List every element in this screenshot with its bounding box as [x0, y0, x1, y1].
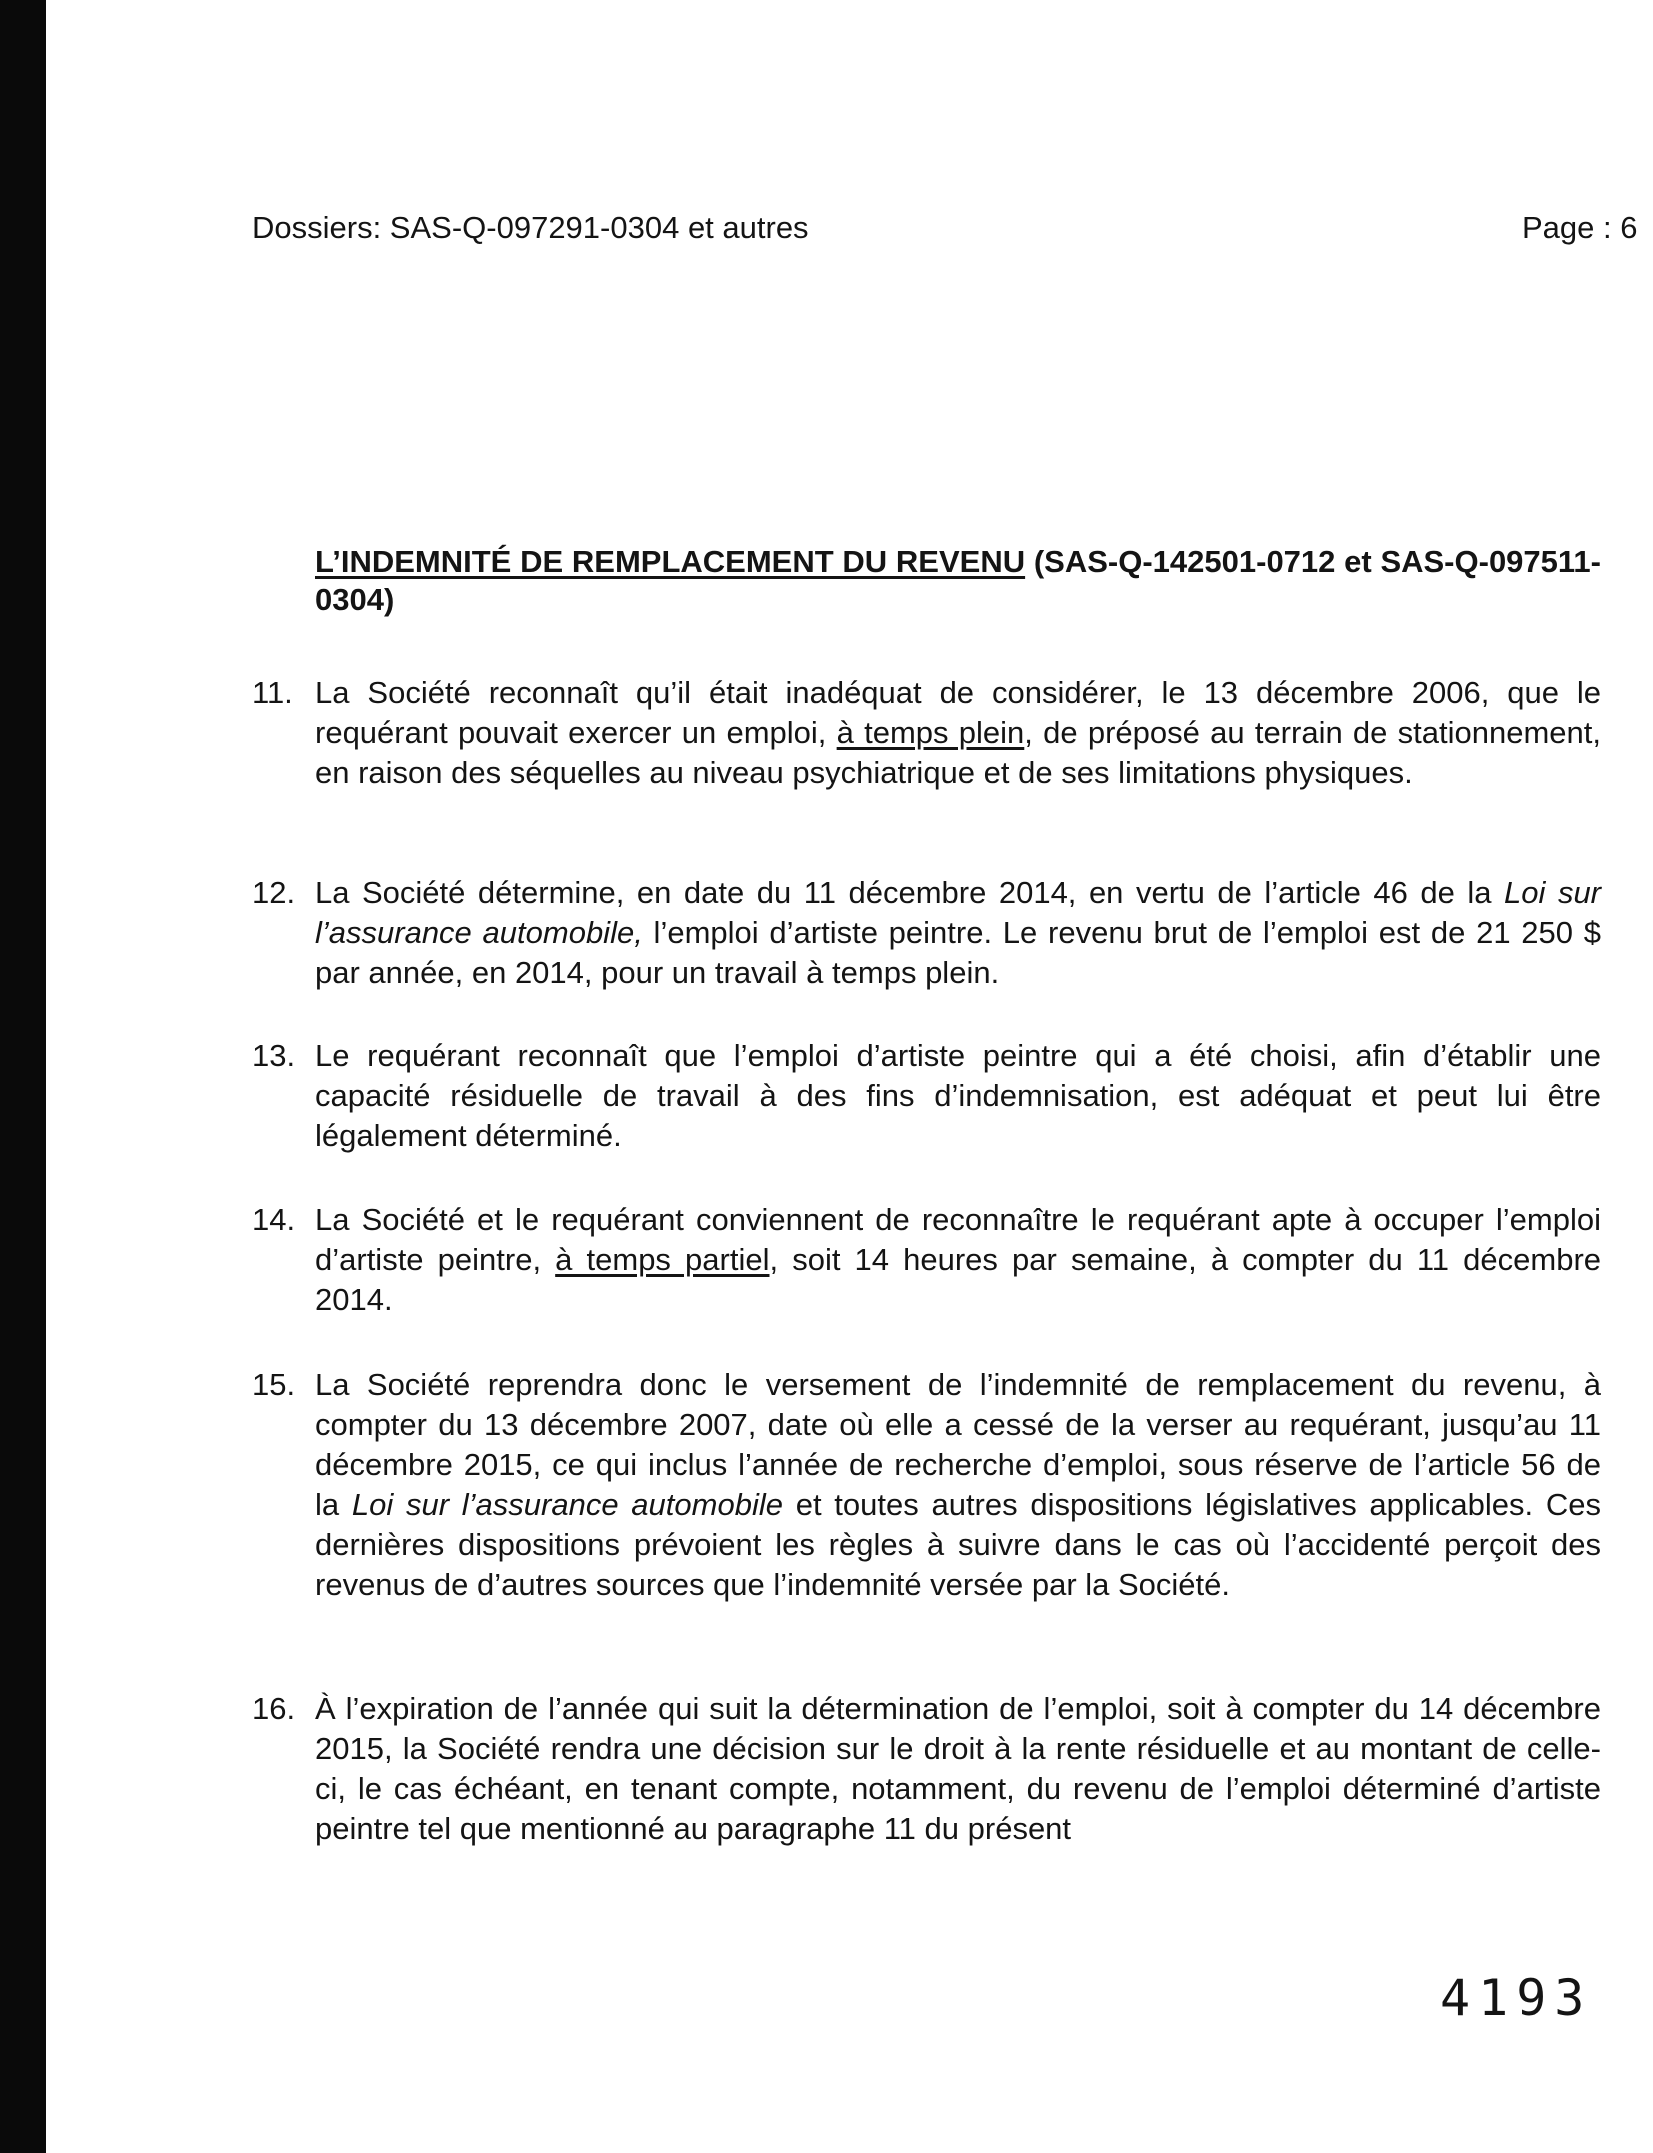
paragraph-underlined-text: à temps partiel	[555, 1242, 770, 1277]
paragraph-number: 15.	[252, 1367, 296, 1402]
paragraph-text	[315, 1200, 1601, 1320]
paragraph-13	[252, 1036, 1601, 1156]
page-number: Page : 6	[1522, 210, 1638, 245]
paragraph-text-part: La Société reprendra donc le versement de l’indemnité de remplacement du revenu, à compter du 13 décembre 2007, date où elle a cessé de la verser au requérant, jusqu’au 11 décembre 2015, ce qui inclus l’année de recherche d’emploi, sous réserve de l’article 56 de la	[315, 1367, 1601, 1522]
section-heading-dossiers: (SAS-Q-142501-0712 et SAS-Q-097511-0304)	[315, 544, 1601, 617]
section-heading	[315, 543, 1601, 619]
scan-border	[0, 0, 46, 2153]
paragraph-text-part: l’emploi d’artiste peintre. Le revenu brut de l’emploi est de 21 250 $ par année, en 2014, pour un travail à temps plein.	[315, 915, 1601, 990]
paragraph-italic-text: Loi sur l’assurance automobile	[351, 1487, 783, 1522]
paragraph-text	[315, 673, 1601, 793]
paragraph-text	[315, 1365, 1601, 1605]
paragraph-14	[252, 1200, 1601, 1320]
paragraph-text-part: La Société détermine, en date du 11 décembre 2014, en vertu de l’article 46 de la	[315, 875, 1505, 910]
paragraph-15	[252, 1365, 1601, 1605]
paragraph-text-part: La Société reconnaît qu’il était inadéquat de considérer, le 13 décembre 2006, que le requérant pouvait exercer un emploi,	[315, 675, 1601, 750]
paragraph-text-part: À l’expiration de l’année qui suit la détermination de l’emploi, soit à compter du 14 décembre 2015, la Société rendra une décision sur le droit à la rente résiduelle et au montant de celle-ci, le cas échéant, en tenant compte, notamment, du revenu de l’emploi déterminé d’artiste peintre tel que mentionné au paragraphe 11 du présent	[315, 1691, 1601, 1846]
paragraph-text-part: Le requérant reconnaît que l’emploi d’artiste peintre qui a été choisi, afin d’établir une capacité résiduelle de travail à des fins d’indemnisation, est adéquat et peut lui être légalement déterminé.	[315, 1038, 1601, 1153]
paragraph-number: 12.	[252, 875, 296, 910]
paragraph-number: 14.	[252, 1202, 296, 1237]
dossier-reference: Dossiers: SAS-Q-097291-0304 et autres	[252, 210, 809, 245]
paragraph-text	[315, 1036, 1601, 1156]
stamped-page-number: 4193	[1440, 1969, 1593, 2027]
paragraph-12	[252, 873, 1601, 993]
paragraph-text	[315, 873, 1601, 993]
paragraph-text-part: , de préposé au terrain de stationnement, en raison des séquelles au niveau psychiatrique et de ses limitations physiques.	[315, 715, 1602, 790]
paragraph-number: 13.	[252, 1038, 296, 1073]
paragraph-11	[252, 673, 1601, 793]
paragraph-italic-text: Loi sur l’assurance automobile,	[315, 875, 1602, 950]
paragraph-16	[252, 1689, 1601, 1849]
paragraph-underlined-text: à temps plein	[836, 715, 1025, 750]
paragraph-number: 16.	[252, 1691, 296, 1726]
paragraph-text-part: , soit 14 heures par semaine, à compter du 11 décembre 2014.	[315, 1242, 1602, 1317]
paragraph-number: 11.	[252, 675, 293, 710]
paragraph-text	[315, 1689, 1601, 1849]
paragraph-text-part: et toutes autres dispositions législatives applicables. Ces dernières dispositions prévoient les règles à suivre dans le cas où l’accidenté perçoit des revenus de d’autres sources que l’indemnité versée par la Société.	[315, 1487, 1602, 1602]
paragraph-text-part: La Société et le requérant conviennent de reconnaître le requérant apte à occuper l’emploi d’artiste peintre,	[315, 1202, 1601, 1277]
section-heading-underlined: L’INDEMNITÉ DE REMPLACEMENT DU REVENU	[315, 544, 1026, 579]
